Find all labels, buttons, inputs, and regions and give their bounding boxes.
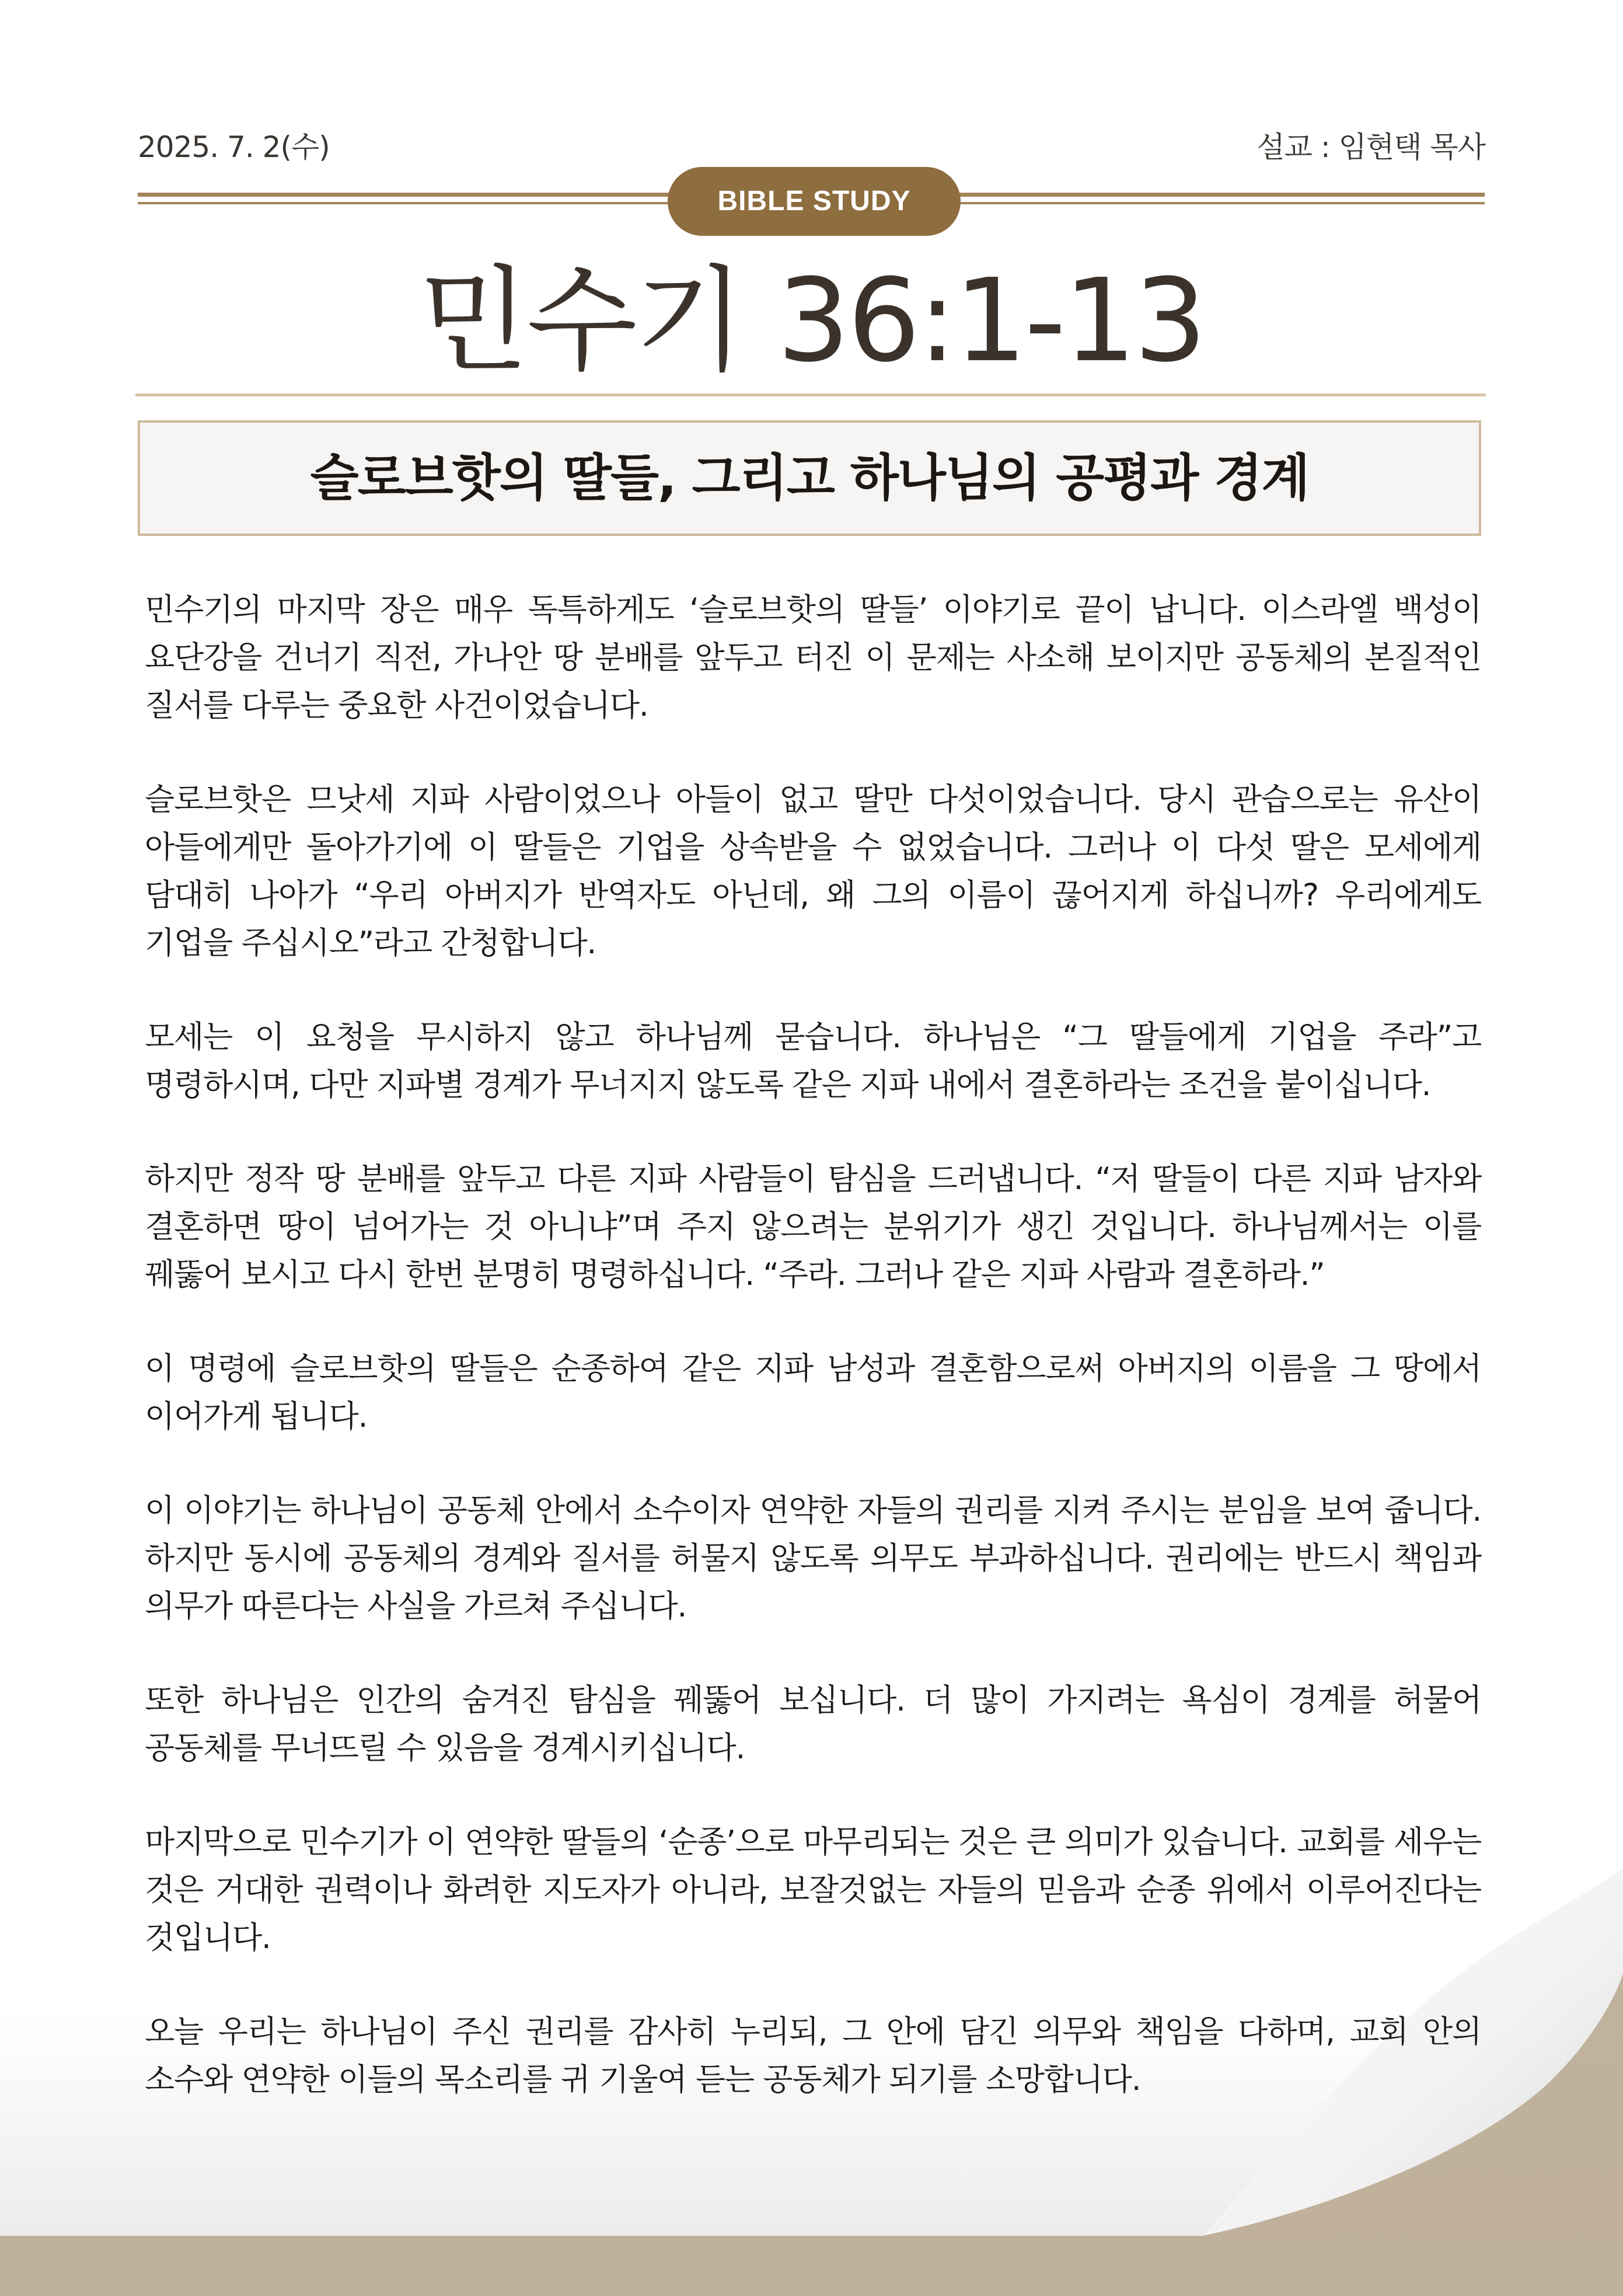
preacher-label: 설교 : 임현택 목사: [1256, 130, 1485, 164]
bible-study-badge: BIBLE STUDY: [668, 167, 961, 236]
date-label: 2025. 7. 2(수): [138, 130, 330, 164]
paragraph: 또한 하나님은 인간의 숨겨진 탐심을 꿰뚫어 보십니다. 더 많이 가지려는 욕심이 경계를 허물어 공동체를 무너뜨릴 수 있음을 경계시키십니다.: [145, 1682, 1481, 1766]
subtitle: 슬로브핫의 딸들, 그리고 하나님의 공평과 경계: [310, 449, 1309, 507]
paragraph: 오늘 우리는 하나님이 주신 권리를 감사히 누리되, 그 안에 담긴 의무와 책임을 다하며, 교회 안의 소수와 연약한 이들의 목소리를 귀 기울여 듣는 공동체가 되기를 소망합니다.: [145, 2014, 1481, 2098]
paragraph: 하지만 정작 땅 분배를 앞두고 다른 지파 사람들이 탐심을 드러냅니다. “저 딸들이 다른 지파 남자와 결혼하면 땅이 넘어가는 것 아니냐”며 주지 않으려는 분위기가 생긴 것입니다. 하나님께서는 이를 꿰뚫어 보시고 다시 한번 분명히 명령하십니다. “주라. 그러나 같은 지파 사람과 결혼하라.”: [145, 1161, 1481, 1292]
page-title: 민수기 36:1-13: [418, 255, 1205, 388]
paragraph: 민수기의 마지막 장은 매우 독특하게도 ‘슬로브핫의 딸들’ 이야기로 끝이 납니다. 이스라엘 백성이 요단강을 건너기 직전, 가나안 땅 분배를 앞두고 터진 이 문제는 사소해 보이지만 공동체의 본질적인 질서를 다루는 중요한 사건이었습니다.: [145, 592, 1481, 723]
subtitle-box: [138, 420, 1481, 536]
body-text: [145, 586, 1481, 2150]
paragraph: 이 명령에 슬로브핫의 딸들은 순종하여 같은 지파 남성과 결혼함으로써 아버지의 이름을 그 땅에서 이어가게 됩니다.: [145, 1351, 1481, 1434]
paragraph: 슬로브핫은 므낫세 지파 사람이었으나 아들이 없고 딸만 다섯이었습니다. 당시 관습으로는 유산이 아들에게만 돌아가기에 이 딸들은 기업을 상속받을 수 없었습니다. 그러나 이 다섯 딸은 모세에게 담대히 나아가 “우리 아버지가 반역자도 아닌데, 왜 그의 이름이 끊어지게 하십니까? 우리에게도 기업을 주십시오”라고 간청합니다.: [145, 782, 1481, 961]
paragraph: 이 이야기는 하나님이 공동체 안에서 소수이자 연약한 자들의 권리를 지켜 주시는 분임을 보여 줍니다. 하지만 동시에 공동체의 경계와 질서를 허물지 않도록 의무도 부과하십니다. 권리에는 반드시 책임과 의무가 따른다는 사실을 가르쳐 주십니다.: [145, 1493, 1481, 1624]
title-divider: [135, 393, 1486, 396]
paragraph: 마지막으로 민수기가 이 연약한 딸들의 ‘순종’으로 마무리되는 것은 큰 의미가 있습니다. 교회를 세우는 것은 거대한 권력이나 화려한 지도자가 아니라, 보잘것없는 자들의 믿음과 순종 위에서 이루어진다는 것입니다.: [145, 1824, 1481, 1956]
paragraph: 모세는 이 요청을 무시하지 않고 하나님께 묻습니다. 하나님은 “그 딸들에게 기업을 주라”고 명령하시며, 다만 지파별 경계가 무너지지 않도록 같은 지파 내에서 결혼하라는 조건을 붙이십니다.: [145, 1019, 1481, 1103]
